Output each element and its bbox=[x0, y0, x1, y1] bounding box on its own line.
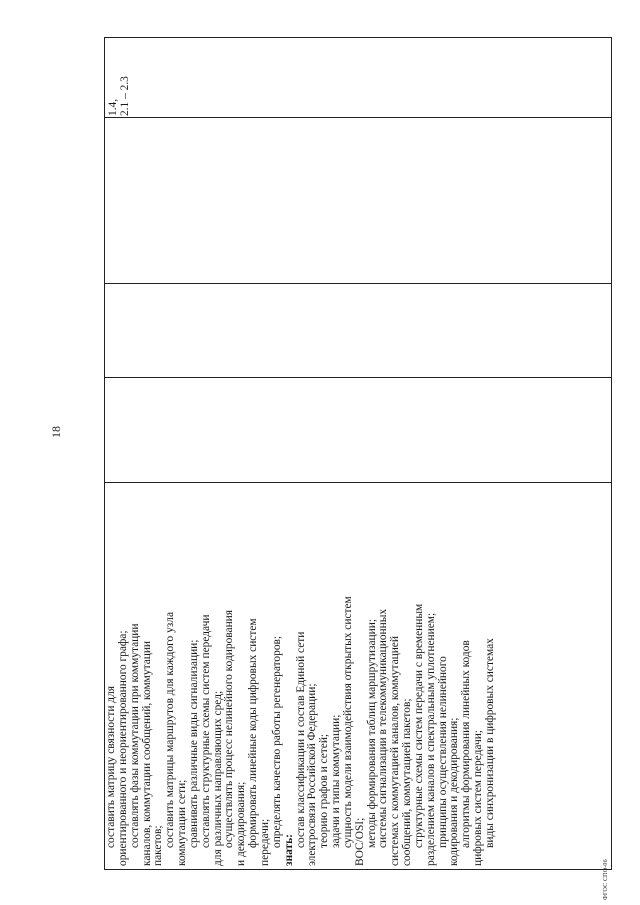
text-line: каналов, коммутации сообщений, коммутации bbox=[140, 640, 153, 866]
text-line: пакетов; bbox=[152, 825, 165, 866]
column-divider-4 bbox=[104, 117, 612, 118]
text-line: алгоритмы формирования линейных кодов bbox=[460, 640, 473, 848]
column-divider-3 bbox=[104, 283, 612, 284]
text-line: виды синхронизации в цифровых системах bbox=[484, 638, 496, 848]
table-border-top bbox=[104, 37, 612, 38]
text-line: составлять фазы коммутации при коммутации bbox=[128, 623, 141, 848]
text-line: составить матрицы маршрутов для каждого узла bbox=[164, 611, 177, 848]
text-line: сущность модели взаимодействия открытых систем bbox=[341, 596, 354, 848]
text-line: формировать линейные коды цифровых систем bbox=[247, 618, 260, 848]
table-cell-competencies bbox=[104, 38, 164, 118]
text-line: составить матрицу связности для bbox=[105, 686, 117, 848]
section-heading: знать: bbox=[282, 834, 295, 866]
text-line: передачи; bbox=[258, 818, 271, 866]
text-line: коммутации сети; bbox=[176, 779, 189, 866]
text-line: состав классификации и состав Единой сети bbox=[294, 631, 307, 848]
text-line: для различных направляющих сред; bbox=[211, 690, 224, 866]
text-line: ВОС/OSI; bbox=[353, 817, 366, 866]
text-line: теорию графов и сетей; bbox=[318, 733, 331, 848]
text-line: разделением каналов и спектральным уплотнением; bbox=[424, 612, 437, 866]
text-line: системы сигнализации в телекоммуникационных bbox=[377, 608, 390, 848]
text-line: сообщений, коммутацией пакетов; bbox=[401, 698, 414, 866]
competency-ref: 2.1 – 2.3 bbox=[118, 76, 131, 116]
text-line: принципы осуществления нелинейного bbox=[436, 656, 449, 848]
page-number: 18 bbox=[49, 426, 63, 438]
text-line: электросвязи Российской Федерации; bbox=[306, 683, 319, 866]
text-line: методы формирования таблиц маршрутизации; bbox=[365, 619, 378, 848]
text-line: и декодирования; bbox=[235, 781, 248, 866]
column-divider-2 bbox=[104, 377, 612, 378]
text-line: определять качество работы регенераторов; bbox=[270, 635, 283, 848]
text-line: цифровых систем передачи; bbox=[472, 730, 485, 866]
text-line: сравнивать различные виды сигнализации; bbox=[187, 639, 200, 848]
text-line: структурные схемы систем передачи с временным bbox=[412, 603, 425, 848]
text-line: задачи и типы коммутации; bbox=[330, 714, 343, 848]
table-cell-skills-knowledge bbox=[104, 483, 612, 870]
text-line: кодирования и декодирования; bbox=[448, 717, 461, 866]
text-line: осуществлять процесс нелинейного кодирования bbox=[223, 610, 236, 848]
text-line: ориентированного и неориентированного графа; bbox=[116, 630, 129, 866]
footer-code: ФГОС СПО-06 bbox=[603, 859, 609, 900]
text-line: системах с коммутацией каналов, коммутацией bbox=[389, 636, 402, 866]
competency-ref: 1.4, bbox=[107, 98, 119, 116]
text-line: составлять структурные схемы систем передачи bbox=[199, 614, 212, 848]
